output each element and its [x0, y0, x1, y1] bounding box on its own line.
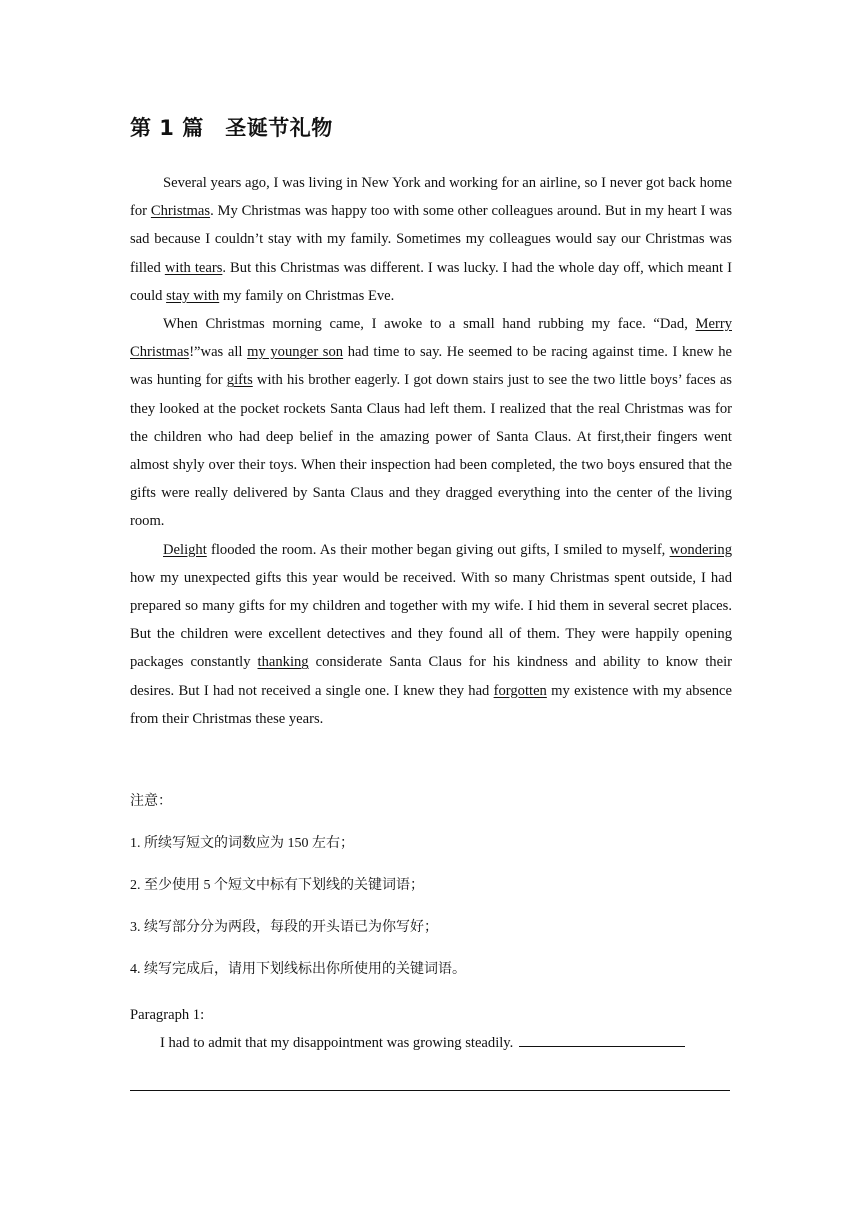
keyword-thanking: thanking: [257, 654, 309, 671]
keyword-merry-christmas: Merry Christmas: [130, 316, 732, 361]
paragraph-1-section: [130, 1003, 732, 1055]
keyword-christmas: Christmas: [150, 203, 211, 220]
keyword-gifts: gifts: [226, 372, 253, 389]
passage-text: my family on Christmas Eve.: [219, 287, 395, 304]
passage-text: When Christmas morning came, I awoke to a small hand rubbing my face. “Dad,: [163, 316, 696, 333]
instruction-item: 1. 所续写短文的词数应为 150 左右；: [130, 836, 354, 851]
passage-text: Several years ago, I was living in New York and working for an airline, so I never got back home for: [130, 175, 732, 220]
passage-text: flooded the room. As their mother began giving out gifts, I smiled to myself,: [206, 541, 670, 558]
answer-line[interactable]: [130, 1090, 730, 1091]
page-title: 第 1 篇 圣诞节礼物: [130, 116, 333, 140]
keyword-delight: Delight: [163, 541, 207, 558]
instructions-label: 注意：: [130, 794, 172, 809]
passage-text: with his brother eagerly. I got down stairs just to see the two little boys’ faces as they looked at the pocket rockets Santa Claus had left them. I realized that the real Christmas was for the children who had deep belief in the amazing power of Santa Claus. At first,their fingers went almost shyly over their toys. When their inspection had been completed, the two boys ensured that the gifts were really delivered by Santa Claus and they dragged everything into the center of the living room.: [130, 372, 732, 530]
paragraph-1-opening-line: [130, 1031, 732, 1055]
passage-text: had time to say. He seemed to be racing against time. I knew he was hunting for: [130, 344, 732, 389]
keyword-forgotten: forgotten: [493, 682, 547, 699]
passage-text: . But this Christmas was different. I was lucky. I had the whole day off, which meant I could: [130, 259, 732, 304]
instruction-item: 4. 续写完成后，请用下划线标出你所使用的关键词语。: [130, 962, 466, 977]
passage-paragraph-1: [130, 169, 732, 310]
keyword-with-tears: with tears: [164, 259, 223, 276]
keyword-wondering: wondering: [669, 541, 732, 558]
instruction-item: 2. 至少使用 5 个短文中标有下划线的关键词语；: [130, 878, 424, 893]
passage-text: how my unexpected gifts this year would be received. With so many Christmas spent outside, I had prepared so many gifts for my children and together with my wife. I hid them in several secret places. But the children were excellent detectives and they found all of them. They were happily opening packages constantly: [130, 569, 732, 671]
answer-blank[interactable]: [519, 1032, 685, 1047]
instructions: [130, 790, 732, 982]
paragraph-1-label: Paragraph 1:: [130, 1007, 205, 1023]
instruction-item: 3. 续写部分分为两段，每段的开头语已为你写好；: [130, 920, 438, 935]
passage-paragraph-3: [130, 536, 732, 733]
keyword-my-younger-son: my younger son: [247, 344, 344, 361]
passage-text: . My Christmas was happy too with some other colleagues around. But in my heart I was sad because I couldn’t stay with my family. Sometimes my colleagues would say our Christmas was filled: [130, 203, 732, 276]
paragraph-1-opening: I had to admit that my disappointment was growing steadily.: [160, 1035, 514, 1051]
passage-text: considerate Santa Claus for his kindness and ability to know their desires. But I had not received a single one. I knew they had: [130, 654, 732, 699]
passage: [130, 169, 732, 733]
passage-paragraph-2: [130, 310, 732, 536]
passage-text: !”was all: [189, 344, 248, 361]
passage-text: my existence with my absence from their Christmas these years.: [130, 682, 732, 727]
keyword-stay-with: stay with: [166, 287, 220, 304]
